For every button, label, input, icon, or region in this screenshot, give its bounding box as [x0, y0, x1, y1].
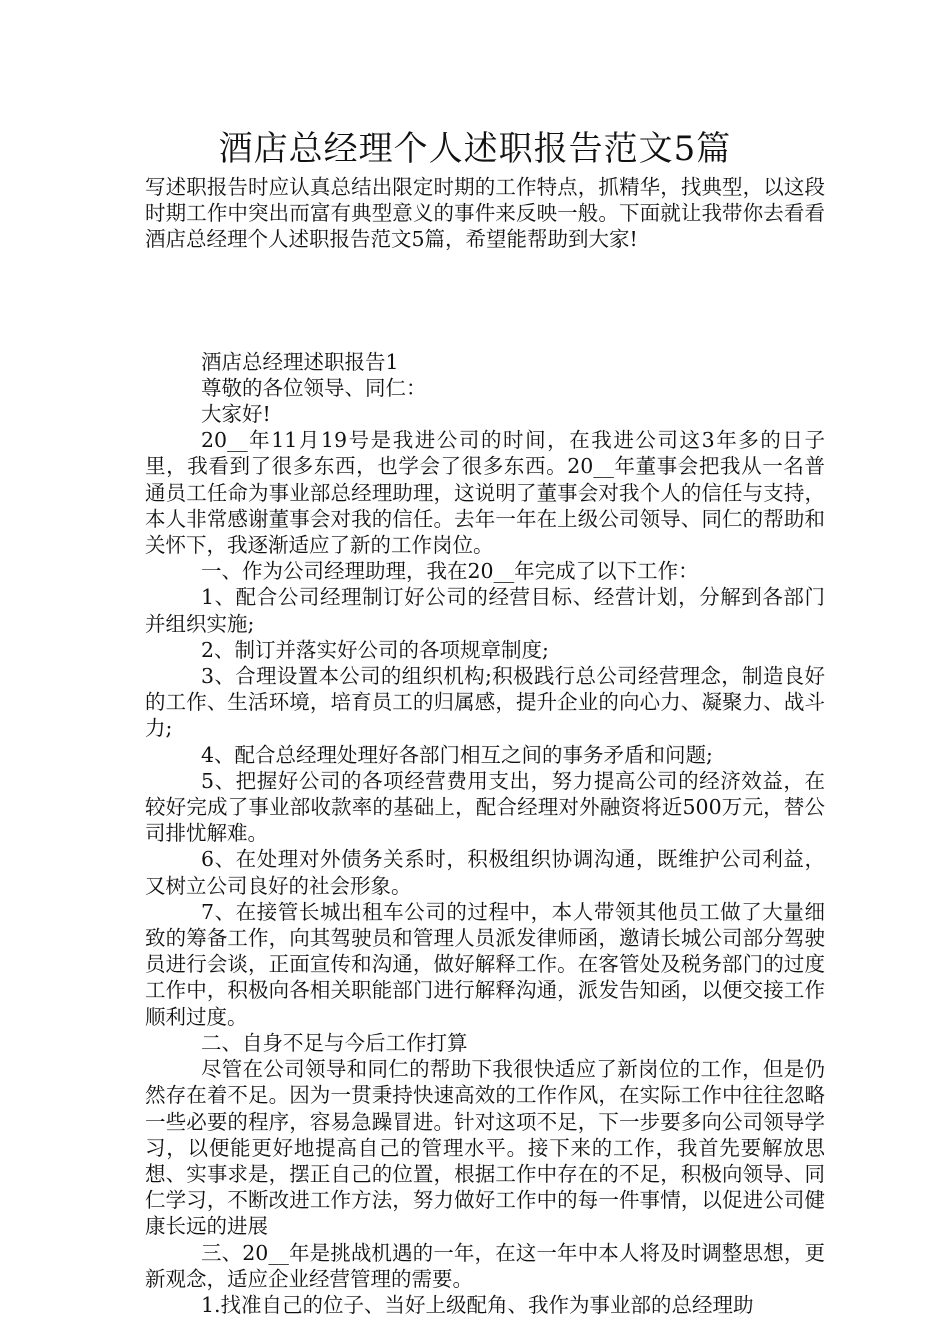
section-heading: 三、20__年是挑战机遇的一年，在这一年中本人将及时调整思想，更新观念，适应企业经营管理的需要。: [145, 1240, 825, 1291]
report-heading: 酒店总经理述职报告1: [201, 349, 399, 374]
list-item: 2、制订并落实好公司的各项规章制度;: [201, 637, 549, 662]
section-gap: [145, 253, 825, 349]
list-item: 1.找准自己的位子、当好上级配角、我作为事业部的总经理助: [201, 1292, 754, 1317]
greeting: 大家好!: [201, 402, 271, 427]
list-item: 1、配合公司经理制订好公司的经营目标、经营计划，分解到各部门并组织实施;: [145, 585, 825, 636]
body-paragraph: 20__年11月19号是我进公司的时间，在我进公司这3年多的日子里，我看到了很多东西，也学会了很多东西。20__年董事会把我从一名普通员工任命为事业部总经理助理，这说明了董事会对我个人的信任与支持，本人非常感谢董事会对我的信任。去年一年在上级公司领导、同仁的帮助和关怀下，我逐渐适应了新的工作岗位。: [145, 428, 825, 558]
intro-paragraph: 写述职报告时应认真总结出限定时期的工作特点，抓精华，找典型，以这段时期工作中突出而富有典型意义的事件来反映一般。下面就让我带你去看看酒店总经理个人述职报告范文5篇，希望能帮助到大家!: [145, 175, 825, 252]
list-item: 3、合理设置本公司的组织机构;积极践行总公司经营理念，制造良好的工作、生活环境，培育员工的归属感，提升企业的向心力、凝聚力、战斗力;: [145, 664, 825, 741]
document-title: 酒店总经理个人述职报告范文5篇: [218, 129, 732, 169]
salutation: 尊敬的各位领导、同仁：: [201, 375, 427, 400]
list-item: 7、在接管长城出租车公司的过程中，本人带领其他员工做了大量细致的筹备工作，向其驾驶员和管理人员派发律师函，邀请长城公司部分驾驶员进行会谈，正面宣传和沟通，做好解释工作。在客管处及税务部门的过度工作中，积极向各相关职能部门进行解释沟通，派发告知函，以便交接工作顺利过度。: [145, 899, 825, 1029]
section-heading: 一、作为公司经理助理，我在20__年完成了以下工作：: [201, 559, 699, 584]
document-body: [145, 174, 825, 1318]
body-paragraph: 尽管在公司领导和同仁的帮助下我很快适应了新岗位的工作，但是仍然存在着不足。因为一贯秉持快速高效的工作作风，在实际工作中往往忽略一些必要的程序，容易急躁冒进。针对这项不足，下一步要多向公司领导学习，以便能更好地提高自己的管理水平。接下来的工作，我首先要解放思想、实事求是，摆正自己的位置，根据工作中存在的不足，积极向领导、同仁学习，不断改进工作方法，努力做好工作中的每一件事情，以促进公司健康长远的进展: [145, 1057, 825, 1239]
list-item: 4、配合总经理处理好各部门相互之间的事务矛盾和问题;: [201, 742, 713, 767]
section-heading: 二、自身不足与今后工作打算: [201, 1030, 468, 1055]
list-item: 6、在处理对外债务关系时，积极组织协调沟通，既维护公司利益，又树立公司良好的社会形象。: [145, 847, 825, 898]
list-item: 5、把握好公司的各项经营费用支出，努力提高公司的经济效益，在较好完成了事业部收款率的基础上，配合经理对外融资将近500万元，替公司排忧解难。: [145, 768, 825, 846]
